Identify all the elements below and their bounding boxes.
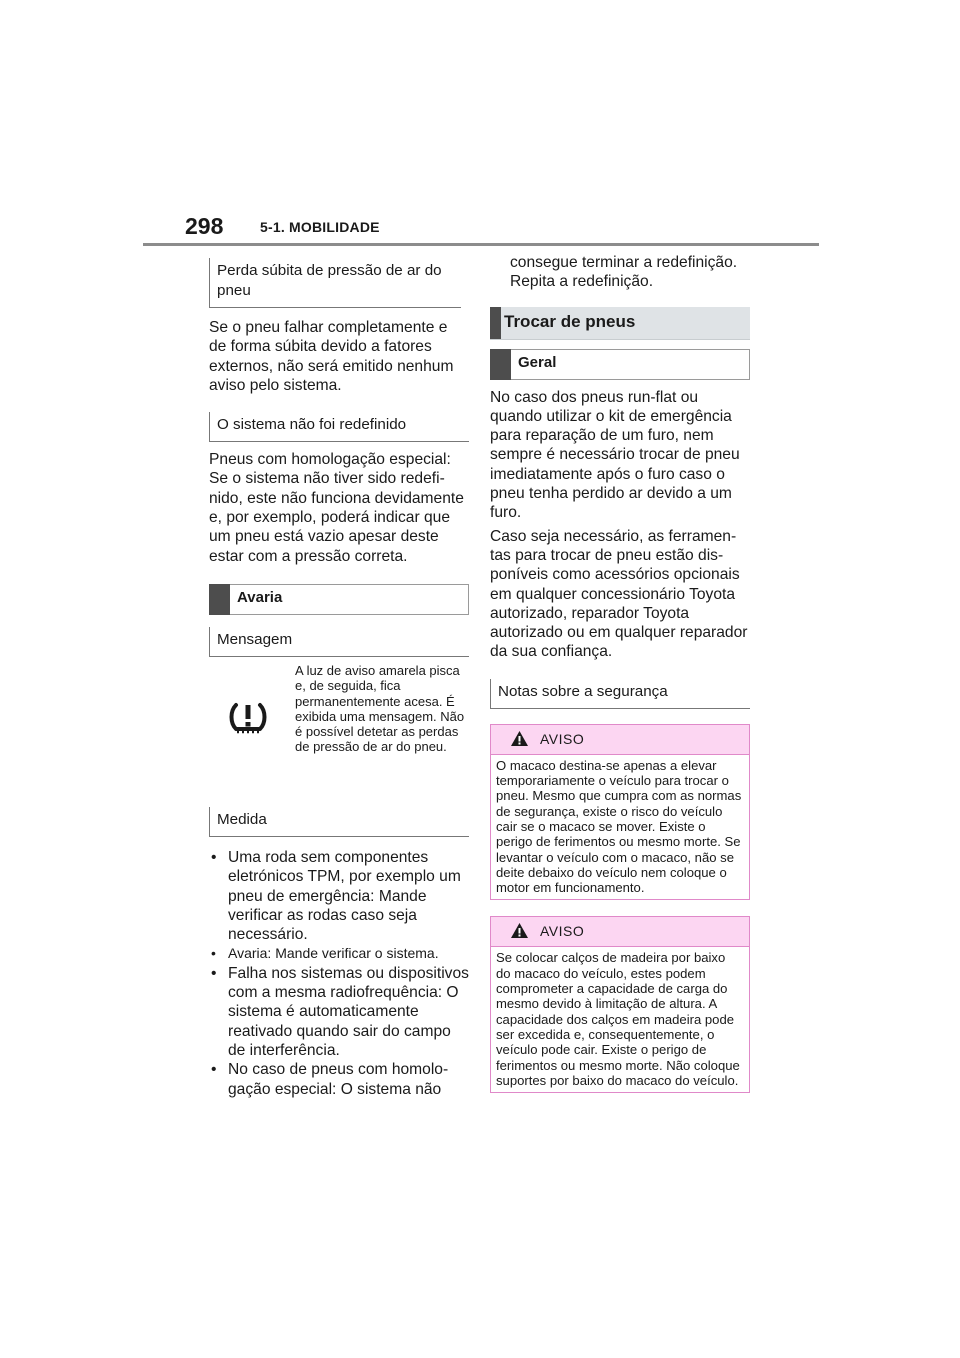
warning-text: Se colocar calços de madeira por baixo do macaco do veículo, estes podem comprometer a capacidade de carga do mesmo devido à limitação de altura. A capacidade dos calços em madeira pode ser excedida e, consequentemente, o veículo pode cair. Existe o perigo de ferimentos ou mesmo morte. Não coloque suportes por baixo do macaco do veículo.: [496, 950, 740, 1088]
paragraph-sudden-failure: Se o pneu falhar completamente e de forma súbita devido a fatores externos, não será emitido nenhum aviso pelo sistema.: [209, 319, 454, 394]
warning-label: AVISO: [540, 730, 585, 747]
list-item: • Falha nos sistemas ou dispositivos com a mesma radiofrequência: O sistema é automaticamente reativado quando sair do campo de interferência.: [209, 964, 469, 1060]
heading-change-tyres-label: Trocar de pneus: [504, 311, 636, 331]
message-description: A luz de aviso amarela pisca e, de seguida, fica permanentemente acesa. É exibida uma mensagem. Não é possível detetar as perdas de pressão de ar do pneu.: [295, 662, 465, 755]
heading-avaria: [209, 584, 469, 615]
paragraph-special-approval: Pneus com homologação especial: Se o sistema não tiver sido redefinido, este não funciona devidamente e, por exemplo, poderá indicar que um pneu está vazio apesar deste estar com a pressão correta.: [209, 451, 464, 565]
warning-box-jack: [490, 724, 750, 901]
list-item: • Uma roda sem componentes eletrónicos TPM, por exemplo um pneu de emergência: Mande verificar as rodas caso seja necessário.: [209, 848, 469, 944]
heading-marker: [490, 307, 501, 339]
warning-header: [491, 917, 749, 947]
subheading-safety-notes: Notas sobre a segurança: [490, 679, 750, 709]
subheading-sudden-pressure-loss: Perda súbita de pressão de ar do pneu: [209, 258, 461, 308]
paragraph-continued: consegue terminar a redefinição. Repita a redefinição.: [510, 254, 738, 291]
heading-general: [490, 349, 750, 380]
paragraph-tools: Caso seja necessário, as ferramentas para trocar de pneu estão disponíveis como acessórios opcionais em qualquer concessionário Toyota autorizado, reparador Toyota autorizado ou em qualquer reparador da sua confiança.: [490, 527, 748, 661]
page-number: 298: [185, 213, 224, 239]
warning-triangle-icon: [510, 730, 529, 747]
heading-general-label: Geral: [518, 353, 557, 371]
list-item: • No caso de pneus com homologação especial: O sistema não: [209, 1060, 469, 1099]
subheading-not-reset: O sistema não foi redefinido: [209, 412, 469, 442]
list-item: • Avaria: Mande verificar o sistema.: [209, 944, 469, 963]
subheading-message: Mensagem: [209, 627, 469, 657]
header-divider: [143, 243, 819, 246]
right-column: [490, 253, 750, 1093]
warning-box-wooden-blocks: [490, 916, 750, 1093]
warning-text: O macaco destina-se apenas a elevar temporariamente o veículo para trocar o pneu. Mesmo que cumpra com as normas de segurança, existe o risco do veículo cair se o macaco se mover. Existe o perigo de ferimentos ou mesmo morte. Se levantar o veículo com o macaco, não se deite debaixo do veículo nem coloque o motor em funcionamento.: [496, 757, 742, 896]
heading-marker: [490, 349, 511, 380]
warning-header: [491, 725, 749, 755]
heading-change-tyres: [490, 307, 750, 340]
heading-marker: [209, 584, 230, 615]
left-column: [209, 258, 469, 1099]
heading-avaria-label: Avaria: [237, 588, 283, 606]
subheading-measure: Medida: [209, 807, 469, 837]
message-row: [209, 657, 469, 807]
measures-list: [209, 848, 469, 1099]
paragraph-runflat: No caso dos pneus run-flat ou quando utilizar o kit de emergência para reparação de um furo, nem sempre é necessário trocar de pneu imediatamente após o furo caso o pneu tenha perdido ar devido a um furo.: [490, 388, 740, 522]
section-title: 5-1. MOBILIDADE: [260, 219, 380, 235]
warning-label: AVISO: [540, 923, 585, 940]
warning-triangle-icon: [510, 922, 529, 939]
tire-pressure-warning-icon: [228, 699, 268, 737]
